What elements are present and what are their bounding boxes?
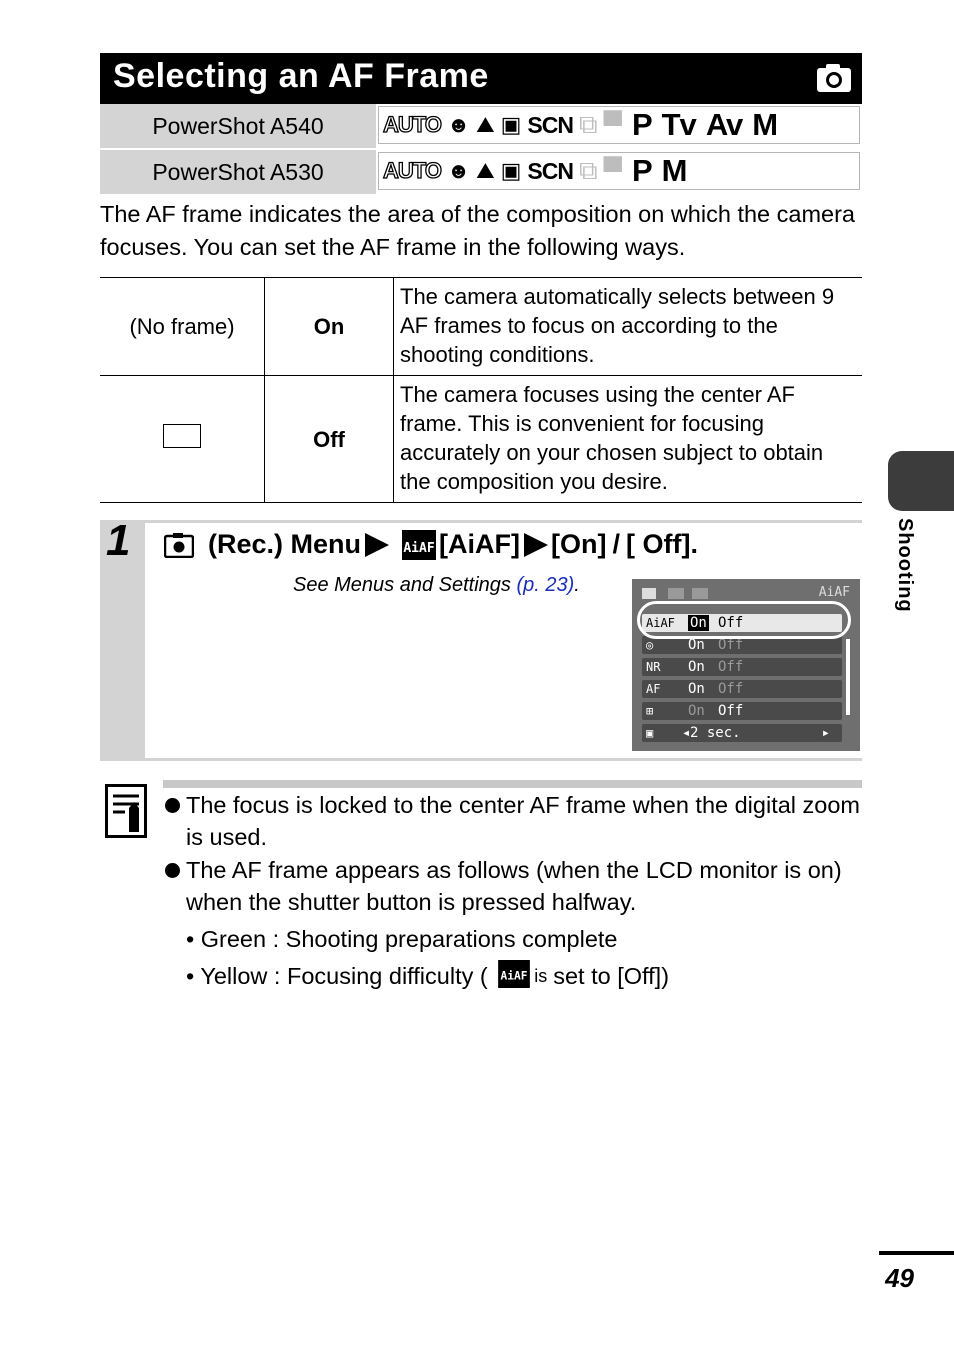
lcd-on-option[interactable]: On — [688, 637, 705, 653]
model-row-a530 — [100, 150, 862, 194]
lcd-scrollbar — [846, 639, 850, 715]
step-top-rule — [145, 520, 862, 523]
lcd-header-label: AiAF — [818, 585, 850, 600]
lcd-value: 2 sec. — [690, 725, 741, 741]
night-scene-mode-icon: ▣ — [500, 112, 522, 137]
lcd-left-arrow-icon[interactable]: ◂ — [682, 725, 691, 741]
aiaf-label: [AiAF] — [439, 529, 520, 559]
description-cell: The camera focuses using the center AF frame. This is convenient for focusing accurately on your chosen subject to obtain the composition you desire. — [394, 376, 863, 503]
frame-cell: (No frame) — [100, 278, 265, 376]
auto-mode-icon: AUTO — [383, 112, 441, 137]
page-number: 49 — [885, 1263, 914, 1293]
lcd-row-icon: AiAF — [646, 616, 675, 630]
off-label: [ Off]. — [626, 529, 698, 559]
landscape-mode-icon: ⛰ — [476, 112, 495, 137]
page-reference-link[interactable]: (p. 23) — [516, 574, 575, 596]
step-number: 1 — [106, 516, 131, 565]
lcd-on-option[interactable]: On — [688, 681, 705, 697]
table-row — [100, 376, 862, 503]
step-bottom-rule — [145, 758, 862, 761]
aperture-priority-mode-icon: Av — [705, 107, 743, 142]
svg-text:AiAF: AiAF — [500, 969, 528, 983]
lcd-off-option[interactable]: Off — [718, 615, 744, 631]
camera-icon — [816, 63, 852, 93]
on-label: [On] — [551, 529, 607, 559]
note-rule — [163, 780, 862, 788]
sub-label: • Green : — [186, 926, 286, 952]
notes — [163, 789, 863, 992]
auto-mode-icon: AUTO — [383, 158, 441, 183]
intro-paragraph: The AF frame indicates the area of the composition on which the camera focuses. You can set the AF frame in the following ways. — [100, 201, 856, 260]
chapter-label — [893, 518, 923, 638]
shooting-modes — [378, 152, 860, 190]
page-title: Selecting an AF Frame — [113, 57, 489, 95]
landscape-mode-icon: ⛰ — [476, 158, 495, 183]
lcd-row[interactable] — [642, 724, 842, 742]
lcd-row-icon: ⊞ — [646, 704, 654, 718]
movie-mode-icon: ▀ — [603, 155, 622, 186]
lcd-right-arrow-icon[interactable]: ▸ — [821, 725, 830, 741]
selection-highlight — [637, 601, 851, 639]
svg-text:AiAF: AiAF — [403, 540, 435, 556]
sub-text: Focusing difficulty ( — [287, 963, 495, 989]
lcd-row-icon: ◎ — [646, 638, 654, 652]
program-mode-icon: P — [631, 107, 652, 142]
lcd-on-option[interactable]: On — [688, 659, 705, 675]
stitch-assist-icon: ⧉ — [578, 109, 598, 139]
step-heading — [164, 529, 698, 560]
model-name: PowerShot A530 — [100, 150, 376, 194]
af-frame-table — [100, 277, 862, 503]
portrait-mode-icon: ☻ — [446, 158, 471, 183]
arrow-right-icon — [365, 533, 389, 557]
stitch-assist-icon: ⧉ — [578, 155, 598, 185]
setting-cell: Off — [265, 376, 394, 503]
scene-mode-icon: SCN — [527, 157, 573, 184]
night-scene-mode-icon: ▣ — [500, 158, 522, 183]
manual-mode-icon: M — [661, 153, 687, 188]
lcd-off-option[interactable]: Off — [718, 681, 744, 697]
portrait-mode-icon: ☻ — [446, 112, 471, 137]
chapter-label-text: Shooting — [894, 518, 916, 613]
lcd-row-icon: AF — [646, 682, 661, 696]
sub-label: • Yellow : — [186, 963, 287, 989]
rec-menu-label: (Rec.) Menu — [208, 529, 362, 559]
lcd-row-icon: ▣ — [646, 726, 654, 740]
lcd-off-option[interactable]: Off — [718, 703, 744, 719]
sub-text-small: is — [534, 966, 548, 986]
see-also-end: . — [574, 574, 580, 596]
chapter-tab — [888, 451, 954, 511]
center-af-frame-icon — [163, 424, 201, 448]
note-bullet: The focus is locked to the center AF frame when the digital zoom is used. — [163, 789, 863, 853]
aiaf-icon — [402, 530, 436, 560]
lcd-off-option[interactable]: Off — [718, 659, 744, 675]
scene-mode-icon: SCN — [527, 111, 573, 138]
lcd-on-option[interactable]: On — [690, 615, 707, 631]
page-number-rule — [879, 1251, 954, 1255]
description-cell: The camera automatically selects between 9 AF frames to focus on according to the shooting conditions. — [394, 278, 863, 376]
shooting-modes — [378, 106, 860, 144]
lcd-off-option[interactable]: Off — [718, 637, 744, 653]
manual-mode-icon: M — [752, 107, 778, 142]
setting-cell: On — [265, 278, 394, 376]
movie-mode-icon: ▀ — [603, 109, 622, 140]
aiaf-icon — [498, 960, 530, 988]
see-also — [293, 574, 580, 597]
model-row-a540 — [100, 104, 862, 148]
note-bullet: The AF frame appears as follows (when the LCD monitor is on) when the shutter button is pressed halfway. — [163, 854, 863, 918]
arrow-right-icon — [524, 533, 548, 557]
see-also-text: See Menus and Settings — [293, 574, 517, 596]
rec-camera-icon — [164, 532, 194, 558]
lcd-row[interactable] — [642, 702, 842, 720]
frame-cell — [100, 376, 265, 503]
sub-text: Shooting preparations complete — [285, 926, 618, 952]
table-row — [100, 278, 862, 376]
separator: / — [612, 529, 620, 559]
model-name: PowerShot A540 — [100, 104, 376, 148]
lcd-row[interactable] — [642, 680, 842, 698]
note-sub-item-yellow — [163, 960, 863, 992]
note-sub-item-green — [163, 923, 863, 955]
sub-text: set to [Off]) — [553, 963, 670, 989]
lcd-row-icon: NR — [646, 660, 661, 674]
section-title-bar — [100, 53, 862, 104]
lcd-row[interactable] — [642, 658, 842, 676]
lcd-on-option[interactable]: On — [688, 703, 705, 719]
memo-icon — [105, 784, 147, 838]
lcd-screenshot — [632, 579, 860, 751]
program-mode-icon: P — [631, 153, 652, 188]
shutter-priority-mode-icon: Tv — [661, 107, 696, 142]
